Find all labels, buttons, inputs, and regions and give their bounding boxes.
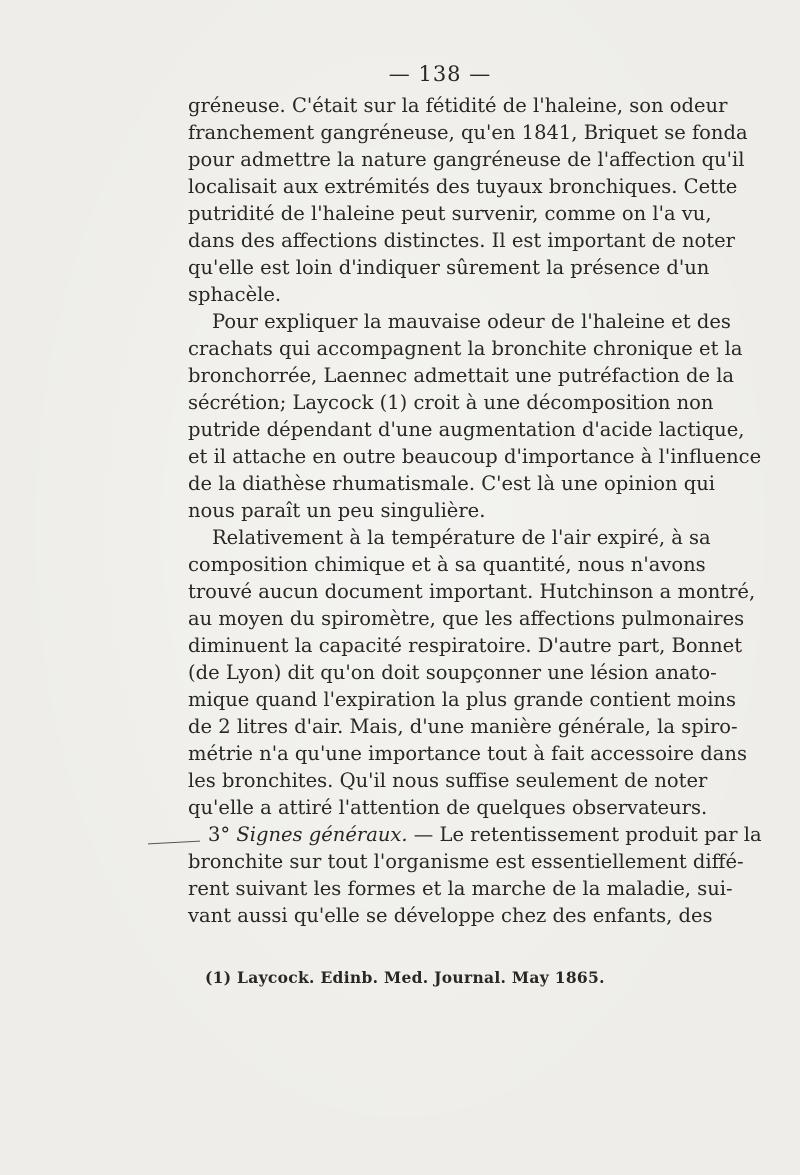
text-line: qu'elle a attiré l'attention de quelques observateurs. xyxy=(188,796,708,819)
text-line: putride dépendant d'une augmentation d'acide lactique, xyxy=(188,418,745,441)
section-number: 3° xyxy=(208,823,231,846)
text-line: bronchorrée, Laennec admettait une putréfaction de la xyxy=(188,364,735,387)
text-line: qu'elle est loin d'indiquer sûrement la présence d'un xyxy=(188,256,710,279)
text-line: rent suivant les formes et la marche de la maladie, sui- xyxy=(188,877,733,900)
text-line: gréneuse. C'était sur la fétidité de l'haleine, son odeur xyxy=(188,94,728,117)
text-line: bronchite sur tout l'organisme est essentiellement diffé- xyxy=(188,850,744,873)
text-line: métrie n'a qu'une importance tout à fait accessoire dans xyxy=(188,742,747,765)
text-line: crachats qui accompagnent la bronchite chronique et la xyxy=(188,337,743,360)
text-line: dans des affections distinctes. Il est important de noter xyxy=(188,229,735,252)
text-line: de 2 litres d'air. Mais, d'une manière générale, la spiro- xyxy=(188,715,738,738)
text-line: sécrétion; Laycock (1) croit à une décomposition non xyxy=(188,391,714,414)
text-line: Pour expliquer la mauvaise odeur de l'haleine et des xyxy=(212,310,731,333)
text-line: nous paraît un peu singulière. xyxy=(188,499,486,522)
text-line: de la diathèse rhumatismale. C'est là une opinion qui xyxy=(188,472,716,495)
text-line: sphacèle. xyxy=(188,283,282,306)
page-number: — 138 — xyxy=(388,62,492,86)
section-heading: Signes généraux. xyxy=(236,823,408,846)
text-line: et il attache en outre beaucoup d'importance à l'influence xyxy=(188,445,762,468)
text-line: (de Lyon) dit qu'on doit soupçonner une lésion anato- xyxy=(188,661,717,684)
section-heading-rest: — Le retentissement produit par la xyxy=(407,823,762,846)
body-text xyxy=(188,92,762,929)
section-heading-line xyxy=(188,821,762,848)
text-line: mique quand l'expiration la plus grande contient moins xyxy=(188,688,736,711)
text-line: localisait aux extrémités des tuyaux bronchiques. Cette xyxy=(188,175,738,198)
text-line: Relativement à la température de l'air expiré, à sa xyxy=(212,526,711,549)
footnote: (1) Laycock. Edinb. Med. Journal. May 1865. xyxy=(205,968,605,987)
text-line: trouvé aucun document important. Hutchinson a montré, xyxy=(188,580,756,603)
text-line: les bronchites. Qu'il nous suffise seulement de noter xyxy=(188,769,708,792)
text-line: putridité de l'haleine peut survenir, comme on l'a vu, xyxy=(188,202,712,225)
text-line: diminuent la capacité respiratoire. D'autre part, Bonnet xyxy=(188,634,743,657)
text-line: composition chimique et à sa quantité, nous n'avons xyxy=(188,553,706,576)
text-line: franchement gangréneuse, qu'en 1841, Briquet se fonda xyxy=(188,121,748,144)
text-line: au moyen du spiromètre, que les affections pulmonaires xyxy=(188,607,745,630)
text-line: pour admettre la nature gangréneuse de l'affection qu'il xyxy=(188,148,745,171)
text-line: vant aussi qu'elle se développe chez des enfants, des xyxy=(188,904,713,927)
